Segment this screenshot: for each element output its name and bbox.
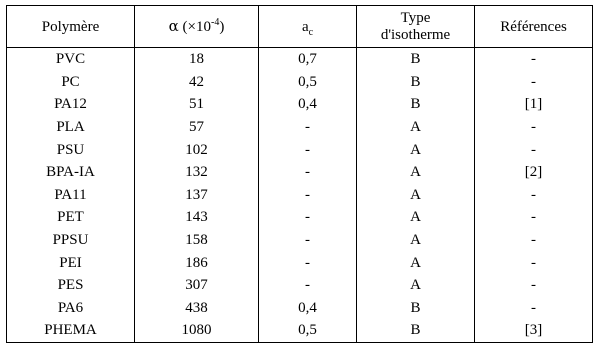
cell-ref: - xyxy=(475,184,593,207)
cell-ac: - xyxy=(259,116,357,139)
cell-type: A xyxy=(357,229,475,252)
cell-alpha: 57 xyxy=(135,116,259,139)
cell-type: B xyxy=(357,297,475,320)
cell-alpha: 42 xyxy=(135,71,259,94)
cell-polymer: PPSU xyxy=(7,229,135,252)
header-row xyxy=(7,6,593,48)
alpha-unit-close: ) xyxy=(219,19,225,35)
header-alpha xyxy=(135,6,259,48)
cell-alpha: 137 xyxy=(135,184,259,207)
cell-type: A xyxy=(357,206,475,229)
alpha-unit-open: (×10 xyxy=(178,19,211,35)
cell-ref: - xyxy=(475,297,593,320)
cell-ac: 0,4 xyxy=(259,297,357,320)
cell-polymer: PA6 xyxy=(7,297,135,320)
header-references xyxy=(475,6,593,48)
ac-base: a xyxy=(301,18,309,35)
cell-type: A xyxy=(357,138,475,161)
cell-polymer: PET xyxy=(7,206,135,229)
cell-alpha: 438 xyxy=(135,297,259,320)
cell-ref: - xyxy=(475,251,593,274)
cell-type: A xyxy=(357,116,475,139)
table-row xyxy=(7,274,593,297)
cell-ac: - xyxy=(259,138,357,161)
header-references-label: Références xyxy=(500,18,567,35)
cell-type: A xyxy=(357,251,475,274)
cell-ac: - xyxy=(259,251,357,274)
cell-polymer: PA12 xyxy=(7,93,135,116)
header-ac xyxy=(259,6,357,48)
cell-polymer: PSU xyxy=(7,138,135,161)
cell-alpha: 18 xyxy=(135,48,259,71)
cell-ac: - xyxy=(259,206,357,229)
header-type-line2: d'isotherme xyxy=(380,26,451,43)
cell-type: B xyxy=(357,71,475,94)
cell-alpha: 102 xyxy=(135,138,259,161)
table-row xyxy=(7,206,593,229)
cell-ref: [2] xyxy=(475,161,593,184)
cell-polymer: PA11 xyxy=(7,184,135,207)
alpha-unit-exponent: -4 xyxy=(211,17,220,28)
cell-type: B xyxy=(357,93,475,116)
table-row xyxy=(7,71,593,94)
table-row xyxy=(7,48,593,71)
cell-alpha: 307 xyxy=(135,274,259,297)
cell-ac: 0,5 xyxy=(259,71,357,94)
cell-ref: - xyxy=(475,71,593,94)
cell-ref: - xyxy=(475,48,593,71)
table-row xyxy=(7,251,593,274)
header-polymer xyxy=(7,6,135,48)
ac-subscript: c xyxy=(308,26,314,38)
cell-type: A xyxy=(357,274,475,297)
table-row xyxy=(7,161,593,184)
header-isotherm-type xyxy=(357,6,475,48)
table-body xyxy=(7,48,593,343)
header-polymer-label: Polymère xyxy=(41,18,100,35)
table-row xyxy=(7,297,593,320)
cell-polymer: PC xyxy=(7,71,135,94)
cell-ac: - xyxy=(259,229,357,252)
table-row xyxy=(7,138,593,161)
cell-ac: - xyxy=(259,184,357,207)
cell-alpha: 1080 xyxy=(135,319,259,342)
cell-ac: 0,4 xyxy=(259,93,357,116)
cell-alpha: 143 xyxy=(135,206,259,229)
cell-type: A xyxy=(357,161,475,184)
cell-ref: - xyxy=(475,229,593,252)
cell-polymer: PLA xyxy=(7,116,135,139)
cell-polymer: PHEMA xyxy=(7,319,135,342)
cell-polymer: BPA-IA xyxy=(7,161,135,184)
polymer-table-container xyxy=(6,5,593,343)
cell-alpha: 132 xyxy=(135,161,259,184)
cell-type: A xyxy=(357,184,475,207)
cell-ref: - xyxy=(475,138,593,161)
cell-ac: - xyxy=(259,274,357,297)
cell-ref: [3] xyxy=(475,319,593,342)
cell-alpha: 158 xyxy=(135,229,259,252)
cell-ac: - xyxy=(259,161,357,184)
table-row xyxy=(7,319,593,342)
alpha-symbol: α xyxy=(168,17,179,35)
cell-polymer: PVC xyxy=(7,48,135,71)
cell-type: B xyxy=(357,48,475,71)
cell-alpha: 51 xyxy=(135,93,259,116)
cell-ref: [1] xyxy=(475,93,593,116)
polymer-isotherm-table xyxy=(6,5,593,343)
table-row xyxy=(7,229,593,252)
table-row xyxy=(7,184,593,207)
cell-ref: - xyxy=(475,274,593,297)
cell-ref: - xyxy=(475,206,593,229)
cell-type: B xyxy=(357,319,475,342)
cell-ref: - xyxy=(475,116,593,139)
table-row xyxy=(7,116,593,139)
table-row xyxy=(7,93,593,116)
cell-polymer: PEI xyxy=(7,251,135,274)
table-header xyxy=(7,6,593,48)
cell-polymer: PES xyxy=(7,274,135,297)
cell-alpha: 186 xyxy=(135,251,259,274)
cell-ac: 0,7 xyxy=(259,48,357,71)
cell-ac: 0,5 xyxy=(259,319,357,342)
header-type-line1: Type xyxy=(400,9,431,26)
